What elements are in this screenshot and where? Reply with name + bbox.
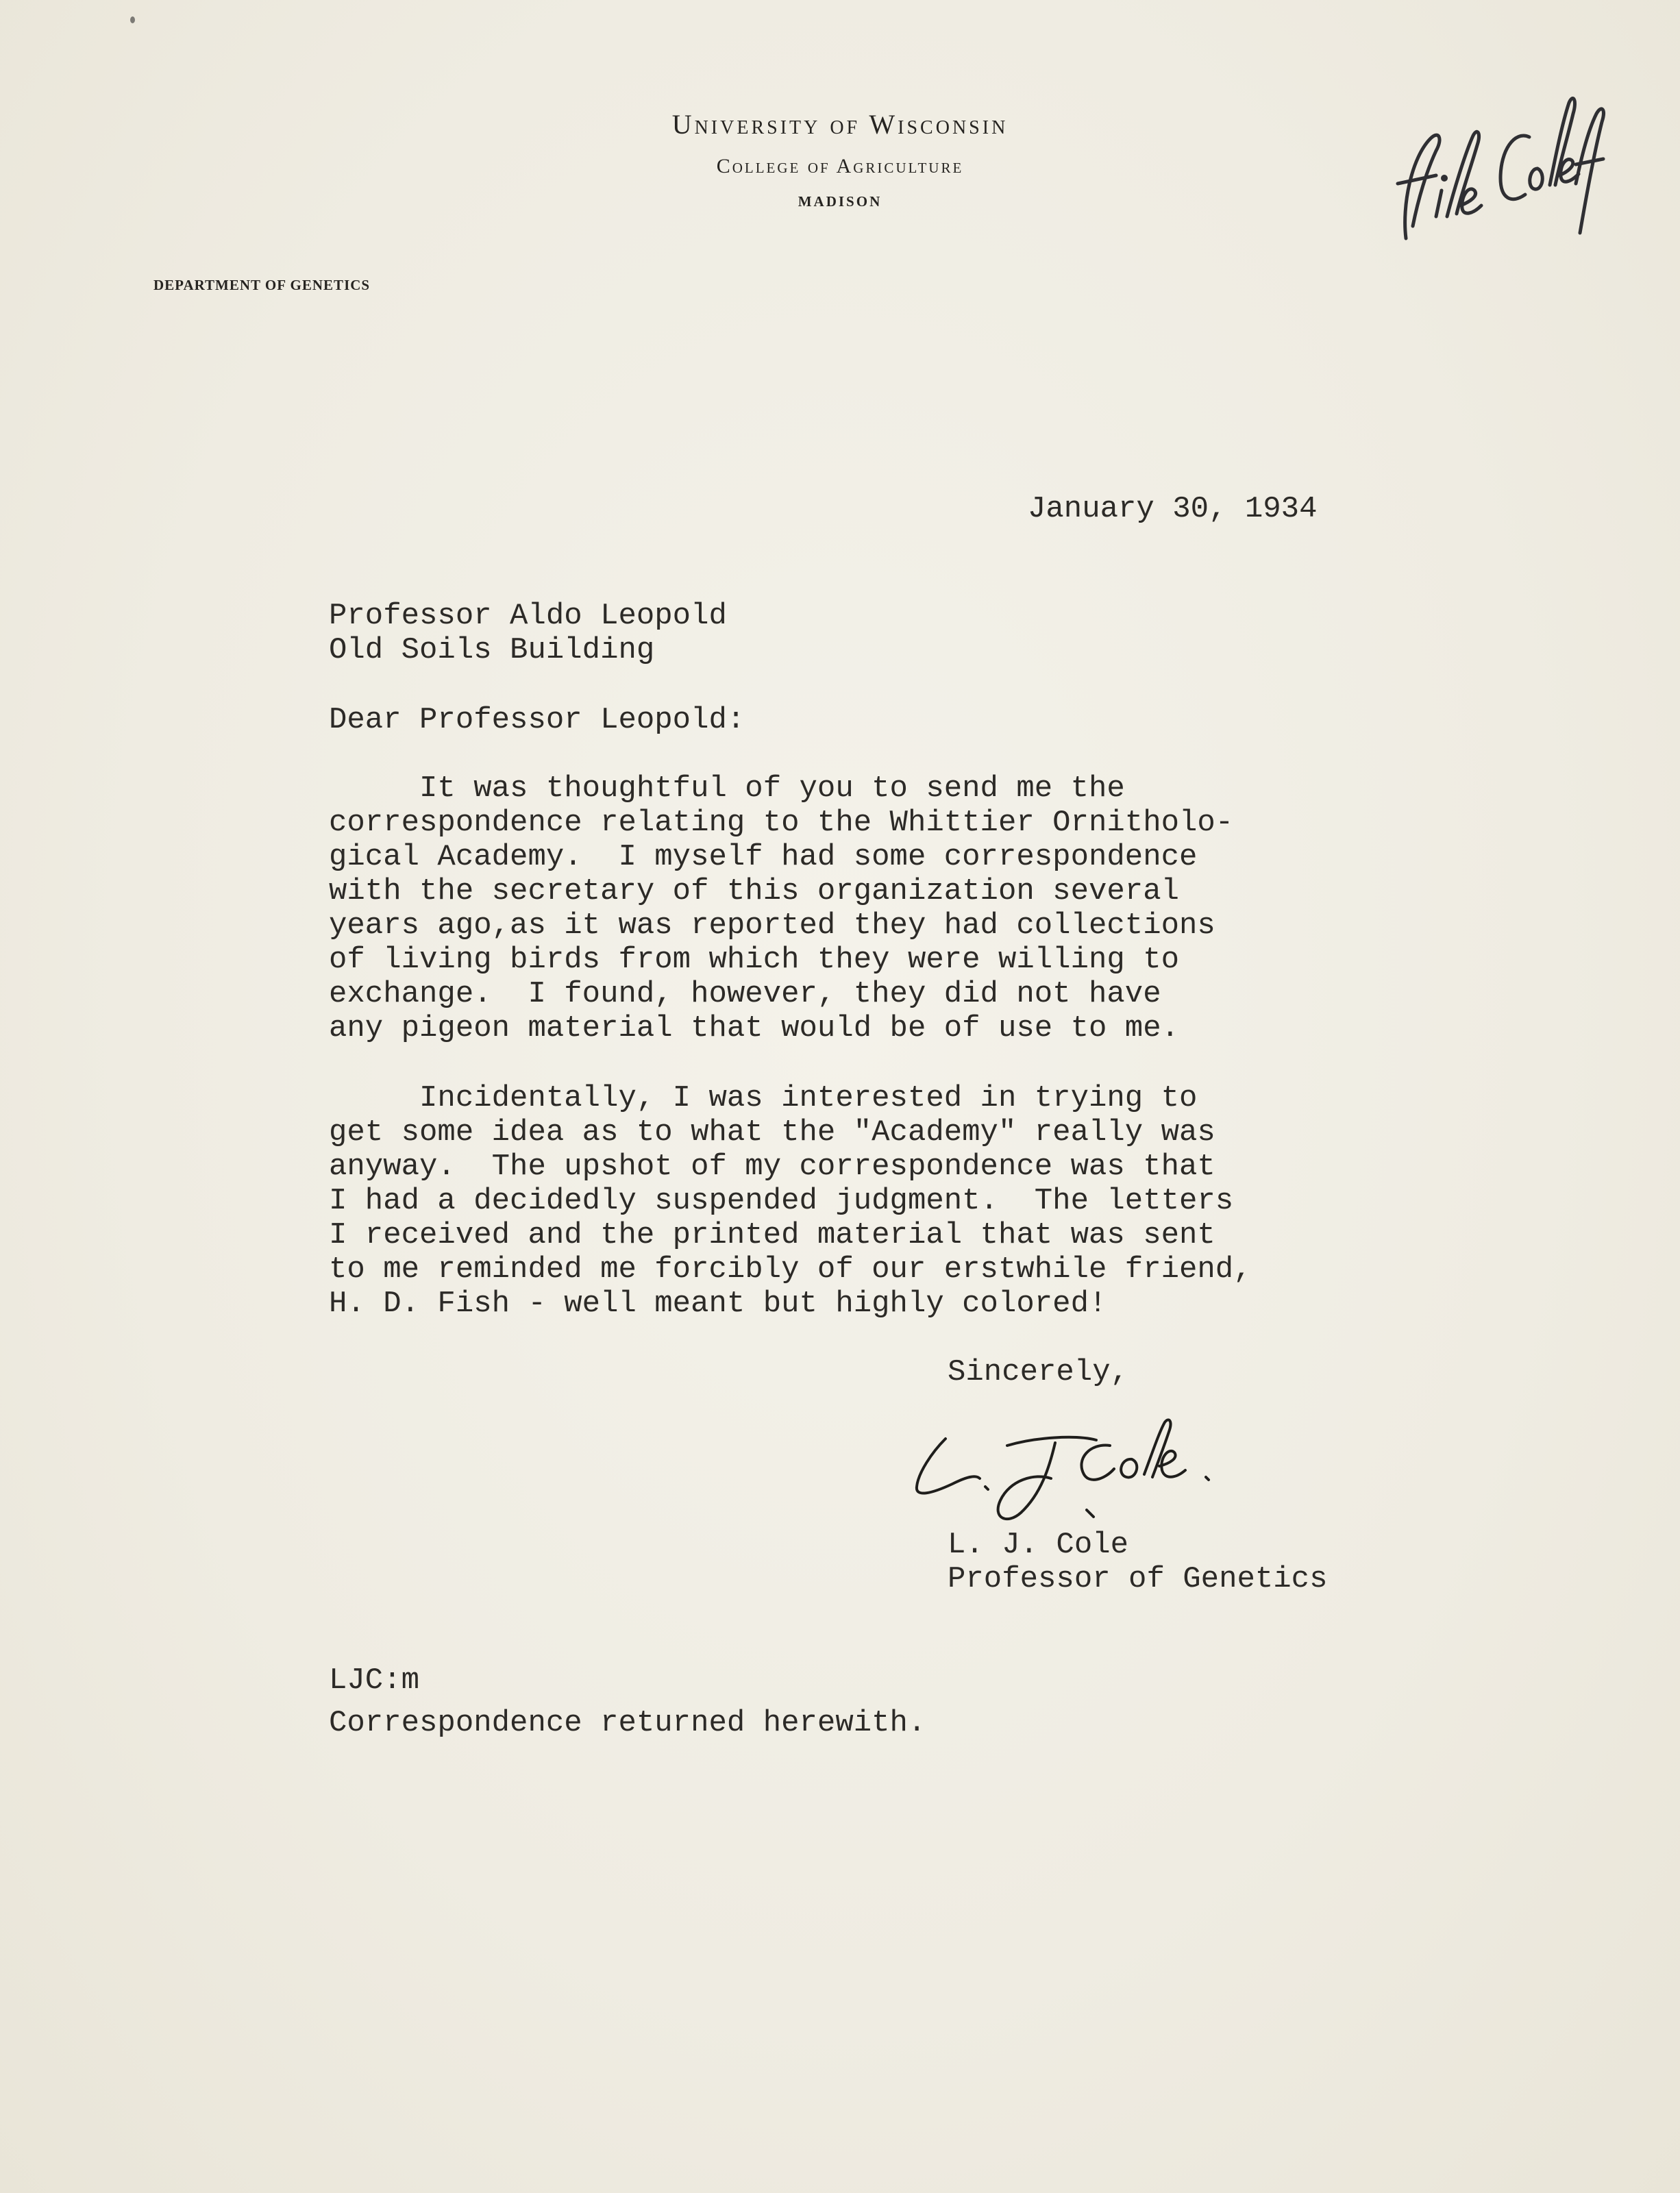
body-line: I had a decidedly suspended judgment. The letters <box>329 1184 1234 1218</box>
body-line: correspondence relating to the Whittier Ornitholo- <box>329 806 1234 840</box>
signer-title: Professor of Genetics <box>948 1562 1328 1596</box>
letterhead-department: DEPARTMENT OF GENETICS <box>153 277 371 293</box>
body-line: It was thoughtful of you to send me the <box>329 771 1125 806</box>
signer-block <box>948 1528 1328 1596</box>
body-line: I received and the printed material that was sent <box>329 1218 1215 1252</box>
closing: Sincerely, <box>948 1355 1129 1389</box>
body-paragraph-1 <box>329 771 1233 1045</box>
body-line: gical Academy. I myself had some correspondence <box>329 840 1198 874</box>
recipient-address <box>329 599 727 667</box>
typist-initials: LJC:m <box>329 1663 420 1698</box>
body-line: years ago,as it was reported they had collections <box>329 908 1215 943</box>
recipient-line: Professor Aldo Leopold <box>329 599 727 633</box>
recipient-line: Old Soils Building <box>329 633 655 667</box>
signer-name: L. J. Cole <box>948 1528 1129 1562</box>
letter-date: January 30, 1934 <box>1028 492 1318 526</box>
body-line: of living birds from which they were willing to <box>329 943 1180 977</box>
letterhead-college: College of Agriculture <box>716 155 964 177</box>
salutation: Dear Professor Leopold: <box>329 703 745 737</box>
body-line: any pigeon material that would be of use to me. <box>329 1011 1180 1045</box>
body-line: anyway. The upshot of my correspondence was that <box>329 1150 1215 1184</box>
body-line: H. D. Fish - well meant but highly colored! <box>329 1287 1107 1321</box>
letterhead-university: University of Wisconsin <box>671 109 1009 140</box>
body-line: with the secretary of this organization several <box>329 874 1180 908</box>
body-line: Incidentally, I was interested in trying to <box>329 1081 1198 1115</box>
body-line: to me reminded me forcibly of our erstwhile friend, <box>329 1252 1252 1287</box>
enclosure-note: Correspondence returned herewith. <box>329 1706 926 1740</box>
ink-speck <box>130 16 135 23</box>
body-paragraph-2 <box>329 1081 1252 1321</box>
body-line: exchange. I found, however, they did not have <box>329 977 1161 1011</box>
letterhead-city: MADISON <box>798 193 882 210</box>
handwritten-file-note <box>1370 62 1617 253</box>
body-line: get some idea as to what the "Academy" really was <box>329 1115 1215 1150</box>
handwritten-signature <box>904 1398 1288 1535</box>
